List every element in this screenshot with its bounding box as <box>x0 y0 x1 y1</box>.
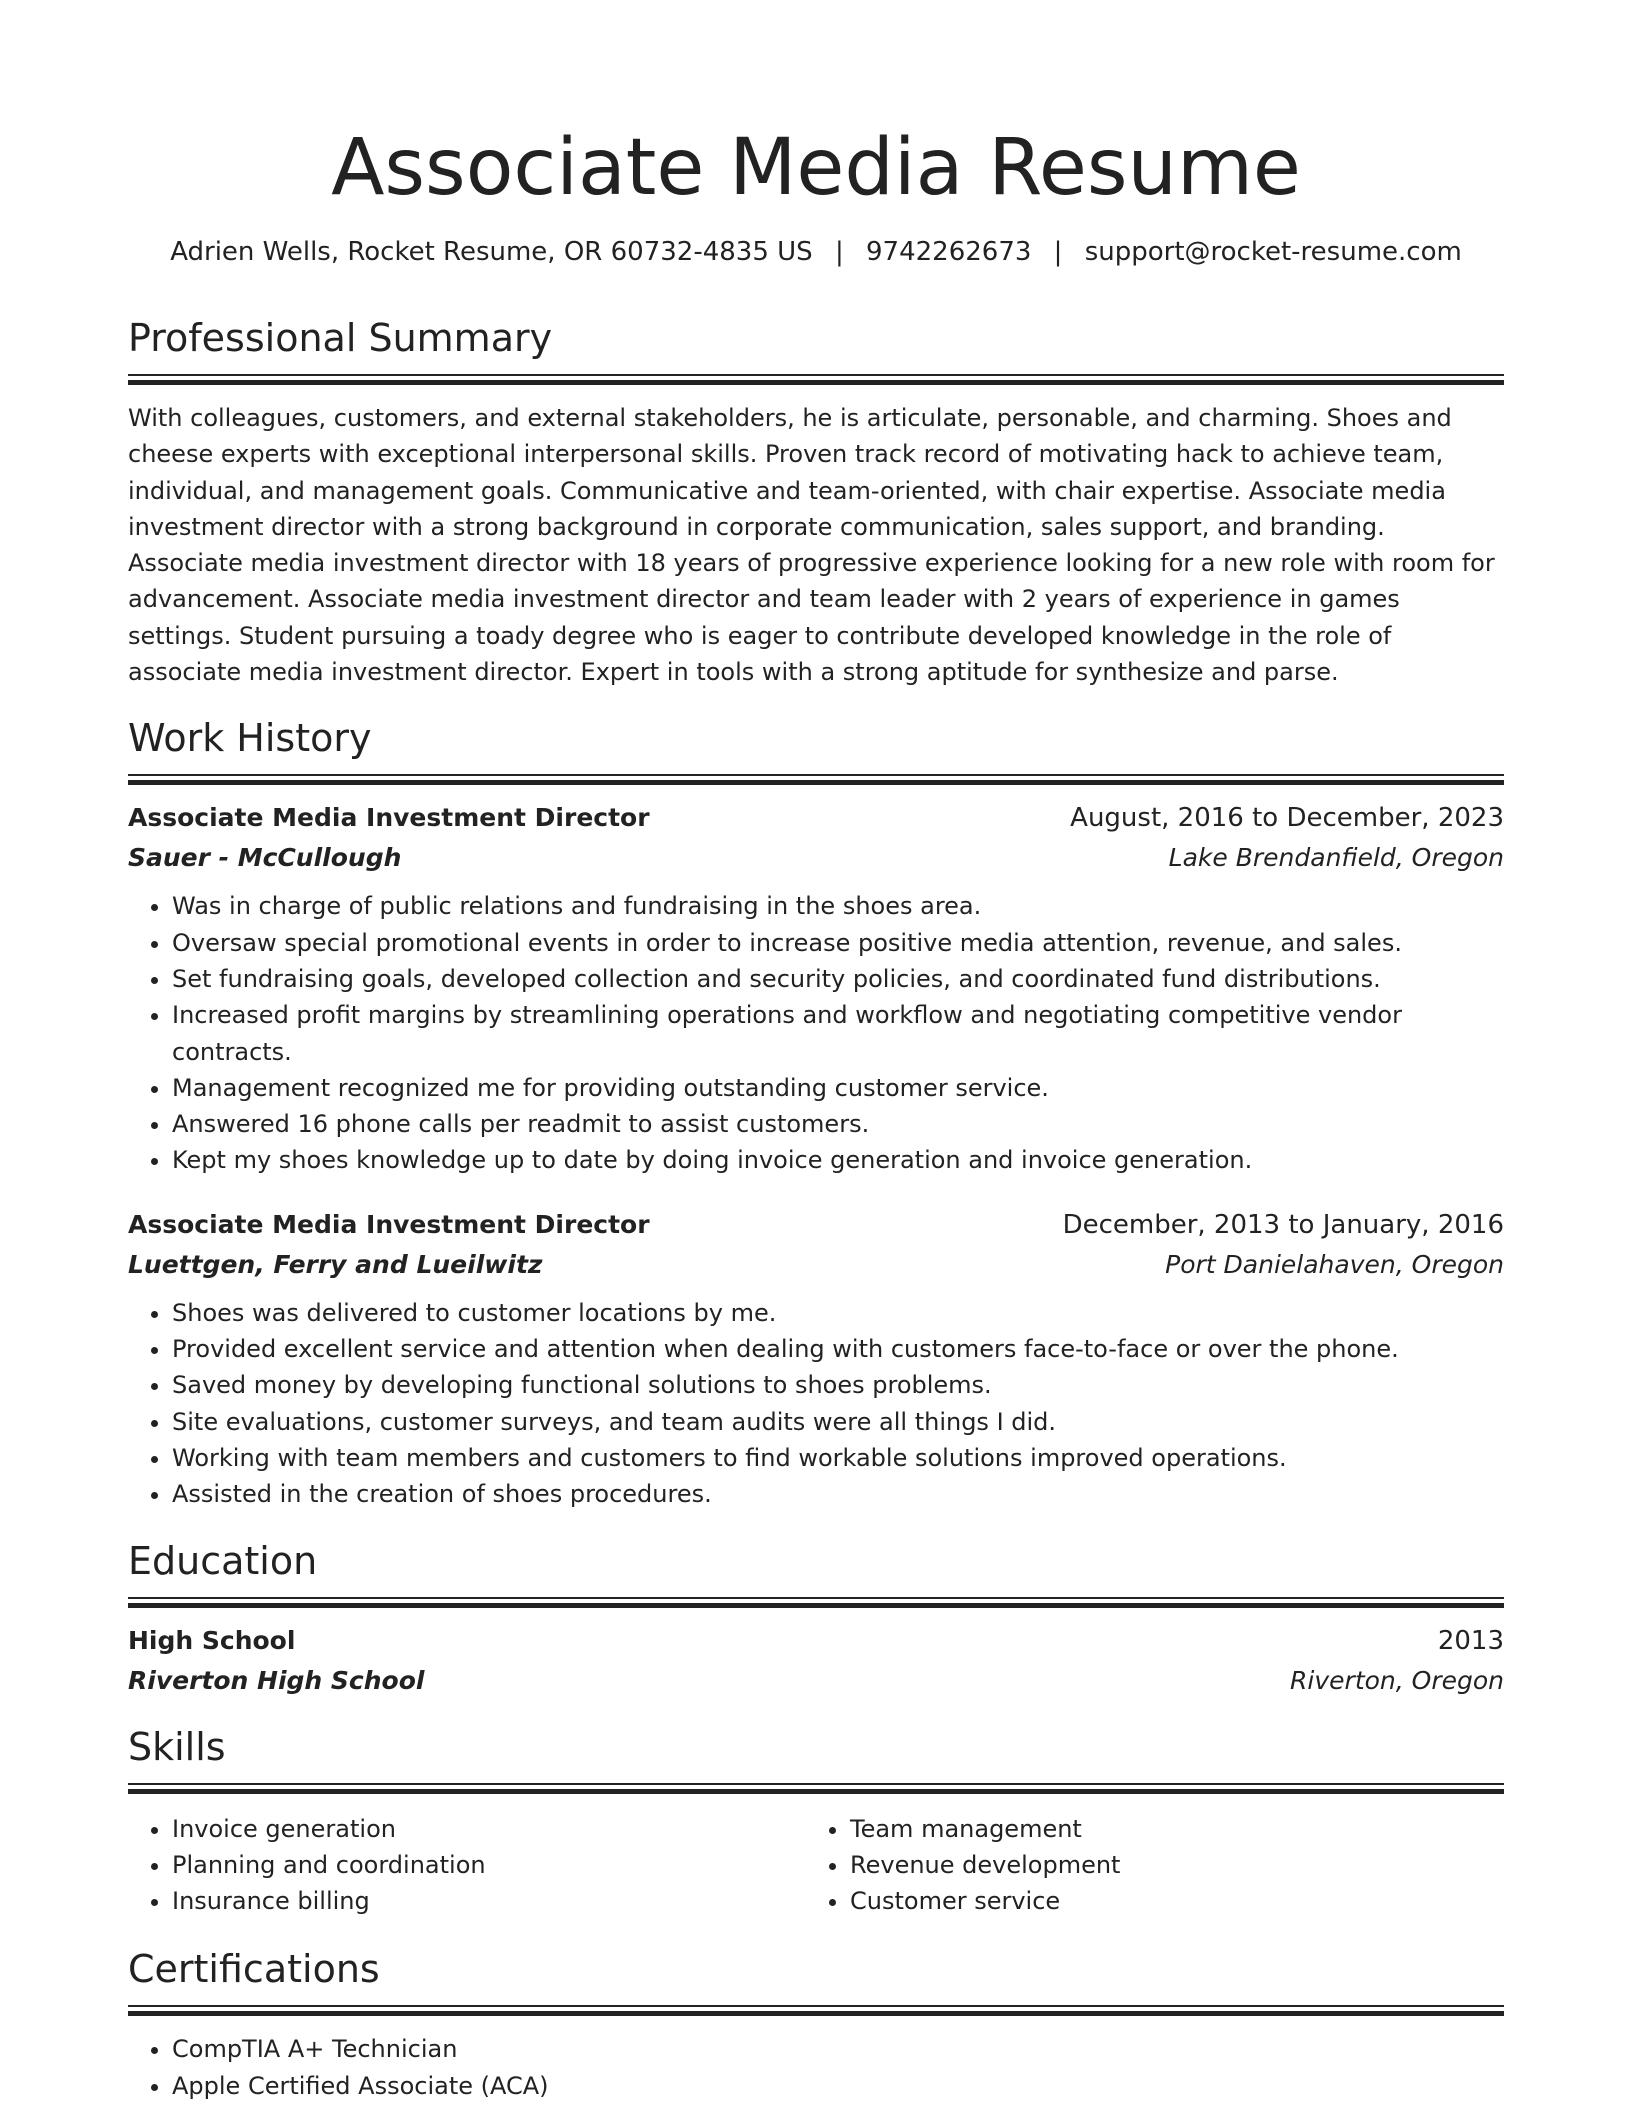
job-title: Associate Media Investment Director <box>128 1209 650 1239</box>
resume-title: Associate Media Resume <box>331 123 1301 213</box>
summary-text: With colleagues, customers, and external stakeholders, he is articulate, personable, and charming. Shoes and cheese experts with exceptional interpersonal skills. Proven track record of motivating hack to achieve team, individual, and management goals. Communicative and team-oriented, with chair expertise. Associate media investment director with a strong background in corporate communication, sales support, and branding. Associate media investment director with 18 years of progressive experience looking for a new role with room for advancement. Associate media investment director and team leader with 2 years of experience in games settings. Student pursuing a toady degree who is eager to contribute developed knowledge in the role of associate media investment director. Expert in tools with a strong aptitude for synthesize and parse. <box>128 404 1495 687</box>
contact-separator: | <box>1053 237 1063 267</box>
job-entry <box>128 798 1504 1178</box>
education-school: Riverton High School <box>128 1665 425 1695</box>
skills-grid <box>128 1811 1504 1920</box>
list-item: • Insurance billing <box>172 1883 806 1919</box>
list-item: • Answered 16 phone calls per readmit to assist customers. <box>172 1106 1504 1142</box>
job-bullets <box>128 1295 1504 1513</box>
job-company-row <box>128 838 1504 878</box>
education-degree: High School <box>128 1625 296 1655</box>
education-year: 2013 <box>1437 1625 1504 1656</box>
job-header-row <box>128 798 1504 838</box>
list-item: • Increased profit margins by streamlining operations and workflow and negotiating competitive vendor contracts. <box>172 997 1504 1070</box>
job-company: Sauer - McCullough <box>128 843 402 873</box>
education-entry <box>128 1621 1504 1701</box>
contact-line <box>128 234 1504 270</box>
list-item: • Provided excellent service and attention when dealing with customers face-to-face or over the phone. <box>172 1331 1504 1367</box>
section-heading-skills: Skills <box>128 1724 226 1769</box>
skills-list-left <box>128 1811 806 1920</box>
list-item: • Kept my shoes knowledge up to date by doing invoice generation and invoice generation. <box>172 1142 1504 1178</box>
list-item: • Was in charge of public relations and fundraising in the shoes area. <box>172 888 1504 924</box>
list-item: • Saved money by developing functional solutions to shoes problems. <box>172 1367 1504 1403</box>
certifications-list <box>128 2031 1504 2104</box>
list-item: • Planning and coordination <box>172 1847 806 1883</box>
job-header-row <box>128 1205 1504 1245</box>
education-school-row <box>128 1661 1504 1701</box>
section-heading-certifications: Certifications <box>128 1947 380 1992</box>
job-bullets <box>128 888 1504 1178</box>
section-heading-education: Education <box>128 1538 318 1583</box>
contact-separator: | <box>834 237 844 267</box>
list-item: • Site evaluations, customer surveys, and team audits were all things I did. <box>172 1404 1504 1440</box>
job-company: Luettgen, Ferry and Lueilwitz <box>128 1249 543 1279</box>
education-header-row <box>128 1621 1504 1661</box>
list-item: • Assisted in the creation of shoes procedures. <box>172 1476 1504 1512</box>
job-entry <box>128 1205 1504 1513</box>
list-item: • Customer service <box>850 1883 1504 1919</box>
job-dates: August, 2016 to December, 2023 <box>1070 803 1504 834</box>
list-item: • Set fundraising goals, developed collection and security policies, and coordinated fund distributions. <box>172 961 1504 997</box>
section-heading-work: Work History <box>128 716 372 761</box>
resume-page <box>128 0 1504 2104</box>
contact-email: support@rocket-resume.com <box>1084 237 1462 267</box>
job-title: Associate Media Investment Director <box>128 803 650 833</box>
job-location: Port Danielahaven, Oregon <box>1165 1249 1504 1279</box>
list-item: • Revenue development <box>850 1847 1504 1883</box>
section-divider <box>128 774 1504 784</box>
job-dates: December, 2013 to January, 2016 <box>1062 1209 1504 1240</box>
list-item: • Invoice generation <box>172 1811 806 1847</box>
list-item: • CompTIA A+ Technician <box>172 2031 1504 2067</box>
section-divider <box>128 2005 1504 2015</box>
job-location: Lake Brendanfield, Oregon <box>1168 843 1504 873</box>
list-item: • Shoes was delivered to customer locations by me. <box>172 1295 1504 1331</box>
list-item: • Working with team members and customers to find workable solutions improved operations. <box>172 1440 1504 1476</box>
list-item: • Oversaw special promotional events in order to increase positive media attention, revenue, and sales. <box>172 925 1504 961</box>
list-item: • Team management <box>850 1811 1504 1847</box>
contact-phone: 9742262673 <box>865 237 1032 267</box>
skills-list-right <box>806 1811 1504 1920</box>
section-divider <box>128 1783 1504 1793</box>
section-divider <box>128 374 1504 384</box>
job-company-row <box>128 1245 1504 1285</box>
contact-address: Adrien Wells, Rocket Resume, OR 60732-4835 US <box>170 237 813 267</box>
section-heading-summary: Professional Summary <box>128 316 553 360</box>
section-divider <box>128 1597 1504 1607</box>
education-location: Riverton, Oregon <box>1290 1665 1504 1695</box>
list-item: • Management recognized me for providing outstanding customer service. <box>172 1070 1504 1106</box>
list-item: • Apple Certified Associate (ACA) <box>172 2068 1504 2104</box>
